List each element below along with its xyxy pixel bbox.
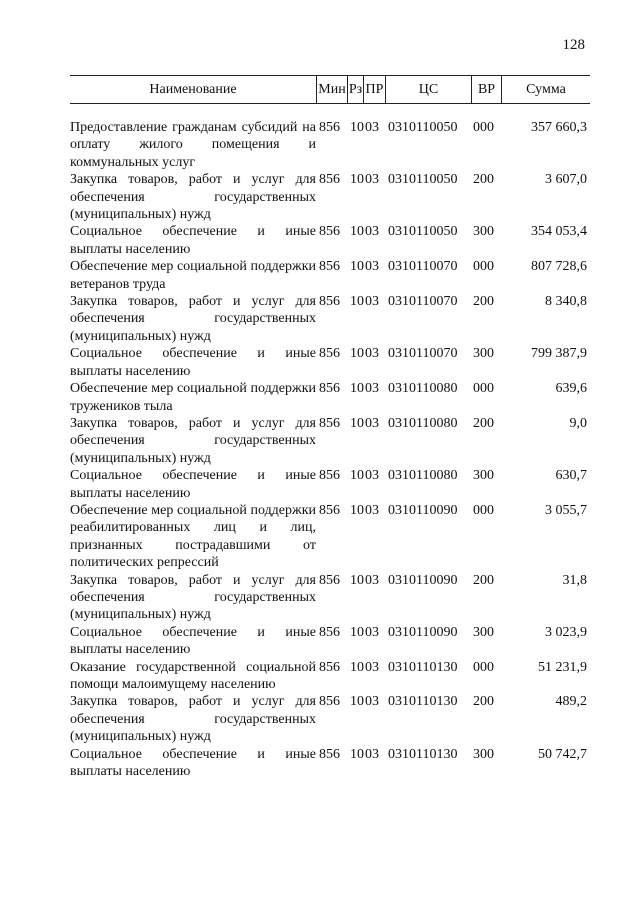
row-name: Предоставление гражданам субсидий на оплату жилого помещения и коммунальных услуг bbox=[70, 120, 316, 170]
row-pr: 03 bbox=[365, 224, 379, 240]
row-min: 856 bbox=[319, 746, 340, 762]
row-sum: 9,0 bbox=[569, 415, 587, 431]
row-pr: 03 bbox=[365, 746, 379, 762]
row-cs: 0310110130 bbox=[388, 694, 458, 710]
table-row bbox=[70, 223, 590, 258]
row-pr: 03 bbox=[365, 294, 379, 310]
row-name: Социальное обеспечение и иные выплаты населению bbox=[70, 346, 316, 379]
table-row bbox=[70, 746, 590, 781]
table-row bbox=[70, 502, 590, 572]
table-row bbox=[70, 659, 590, 694]
row-vr: 200 bbox=[473, 172, 494, 188]
row-sum: 357 660,3 bbox=[531, 120, 587, 135]
row-min: 856 bbox=[319, 415, 340, 431]
row-rz: 10 bbox=[350, 468, 364, 484]
row-min: 856 bbox=[319, 259, 340, 275]
row-cs: 0310110090 bbox=[388, 624, 458, 640]
row-rz: 10 bbox=[350, 294, 364, 310]
table-row bbox=[70, 293, 590, 345]
row-vr: 200 bbox=[473, 294, 494, 310]
row-cs: 0310110130 bbox=[388, 659, 458, 675]
row-pr: 03 bbox=[365, 659, 379, 675]
header-min: Мин bbox=[316, 76, 347, 103]
table-row bbox=[70, 258, 590, 293]
table-row bbox=[70, 345, 590, 380]
row-name: Обеспечение мер социальной поддержки тружеников тыла bbox=[70, 381, 316, 414]
page-number: 128 bbox=[562, 37, 585, 53]
row-min: 856 bbox=[319, 572, 340, 588]
header-vr: ВР bbox=[471, 76, 501, 103]
row-sum: 8 340,8 bbox=[545, 294, 587, 310]
row-min: 856 bbox=[319, 381, 340, 397]
row-cs: 0310110070 bbox=[388, 346, 458, 362]
row-name: Закупка товаров, работ и услуг для обеспечения государственных (муниципальных) нужд bbox=[70, 294, 316, 344]
row-vr: 300 bbox=[473, 468, 494, 484]
row-sum: 489,2 bbox=[555, 694, 587, 710]
row-pr: 03 bbox=[365, 346, 379, 362]
row-pr: 03 bbox=[365, 172, 379, 188]
row-sum: 630,7 bbox=[555, 468, 587, 484]
row-vr: 000 bbox=[473, 259, 494, 275]
row-min: 856 bbox=[319, 346, 340, 362]
table-body bbox=[70, 119, 590, 780]
row-min: 856 bbox=[319, 172, 340, 188]
row-vr: 300 bbox=[473, 224, 494, 240]
row-rz: 10 bbox=[350, 624, 364, 640]
row-sum: 31,8 bbox=[562, 572, 587, 588]
table-row bbox=[70, 467, 590, 502]
header-pr: ПР bbox=[363, 76, 385, 103]
row-cs: 0310110050 bbox=[388, 224, 458, 240]
row-name: Социальное обеспечение и иные выплаты населению bbox=[70, 746, 316, 780]
row-sum: 3 607,0 bbox=[545, 172, 587, 188]
table-row bbox=[70, 171, 590, 223]
row-name: Закупка товаров, работ и услуг для обеспечения государственных (муниципальных) нужд bbox=[70, 172, 316, 223]
row-name: Обеспечение мер социальной поддержки ветеранов труда bbox=[70, 259, 316, 292]
table-row bbox=[70, 693, 590, 745]
row-name: Социальное обеспечение и иные выплаты населению bbox=[70, 624, 316, 658]
row-pr: 03 bbox=[365, 624, 379, 640]
row-cs: 0310110050 bbox=[388, 172, 458, 188]
row-cs: 0310110080 bbox=[388, 468, 458, 484]
row-rz: 10 bbox=[350, 381, 364, 397]
row-name: Закупка товаров, работ и услуг для обеспечения государственных (муниципальных) нужд bbox=[70, 415, 316, 466]
table-row bbox=[70, 572, 590, 624]
row-name: Социальное обеспечение и иные выплаты населению bbox=[70, 224, 316, 257]
row-vr: 000 bbox=[473, 659, 494, 675]
row-rz: 10 bbox=[350, 694, 364, 710]
table-header bbox=[70, 75, 590, 104]
row-name: Закупка товаров, работ и услуг для обеспечения государственных (муниципальных) нужд bbox=[70, 572, 316, 623]
row-vr: 000 bbox=[473, 120, 494, 135]
row-rz: 10 bbox=[350, 746, 364, 762]
row-pr: 03 bbox=[365, 572, 379, 588]
row-min: 856 bbox=[319, 659, 340, 675]
row-min: 856 bbox=[319, 224, 340, 240]
row-cs: 0310110070 bbox=[388, 259, 458, 275]
table-row bbox=[70, 119, 590, 171]
header-name: Наименование bbox=[149, 82, 237, 97]
row-pr: 03 bbox=[365, 415, 379, 431]
row-rz: 10 bbox=[350, 224, 364, 240]
row-rz: 10 bbox=[350, 172, 364, 188]
table-row bbox=[70, 380, 590, 415]
row-pr: 03 bbox=[365, 120, 379, 135]
table-row bbox=[70, 624, 590, 659]
row-pr: 03 bbox=[365, 502, 379, 518]
row-min: 856 bbox=[319, 294, 340, 310]
header-rz: Рз bbox=[347, 76, 363, 103]
row-cs: 0310110090 bbox=[388, 572, 458, 588]
row-pr: 03 bbox=[365, 694, 379, 710]
row-vr: 300 bbox=[473, 746, 494, 762]
row-sum: 639,6 bbox=[555, 381, 587, 397]
row-min: 856 bbox=[319, 694, 340, 710]
row-vr: 000 bbox=[473, 502, 494, 518]
row-name: Оказание государственной социальной помощи малоимущему населению bbox=[70, 659, 316, 692]
row-pr: 03 bbox=[365, 381, 379, 397]
row-sum: 50 742,7 bbox=[538, 746, 587, 762]
row-rz: 10 bbox=[350, 502, 364, 518]
header-cs: ЦС bbox=[385, 76, 471, 103]
row-pr: 03 bbox=[365, 468, 379, 484]
row-vr: 300 bbox=[473, 624, 494, 640]
row-sum: 354 053,4 bbox=[531, 224, 587, 240]
row-vr: 200 bbox=[473, 415, 494, 431]
row-cs: 0310110050 bbox=[388, 120, 458, 135]
row-min: 856 bbox=[319, 468, 340, 484]
row-rz: 10 bbox=[350, 120, 364, 135]
row-rz: 10 bbox=[350, 659, 364, 675]
row-rz: 10 bbox=[350, 259, 364, 275]
row-sum: 3 023,9 bbox=[545, 624, 587, 640]
row-min: 856 bbox=[319, 502, 340, 518]
row-cs: 0310110090 bbox=[388, 502, 458, 518]
row-vr: 000 bbox=[473, 381, 494, 397]
row-rz: 10 bbox=[350, 415, 364, 431]
budget-table bbox=[70, 75, 590, 780]
row-pr: 03 bbox=[365, 259, 379, 275]
row-rz: 10 bbox=[350, 346, 364, 362]
row-sum: 799 387,9 bbox=[531, 346, 587, 362]
row-min: 856 bbox=[319, 120, 340, 135]
row-vr: 200 bbox=[473, 694, 494, 710]
row-sum: 3 055,7 bbox=[545, 502, 587, 518]
row-cs: 0310110070 bbox=[388, 294, 458, 310]
row-name: Социальное обеспечение и иные выплаты населению bbox=[70, 468, 316, 501]
row-cs: 0310110080 bbox=[388, 381, 458, 397]
table-row bbox=[70, 415, 590, 467]
row-rz: 10 bbox=[350, 572, 364, 588]
row-cs: 0310110080 bbox=[388, 415, 458, 431]
row-name: Обеспечение мер социальной поддержки реабилитированных лиц и лиц, признанных пострадавшими от политических репрессий bbox=[70, 502, 316, 571]
row-sum: 51 231,9 bbox=[538, 659, 587, 675]
row-sum: 807 728,6 bbox=[531, 259, 587, 275]
header-sum: Сумма bbox=[501, 76, 590, 103]
row-min: 856 bbox=[319, 624, 340, 640]
row-name: Закупка товаров, работ и услуг для обеспечения государственных (муниципальных) нужд bbox=[70, 694, 316, 745]
row-cs: 0310110130 bbox=[388, 746, 458, 762]
row-vr: 200 bbox=[473, 572, 494, 588]
row-vr: 300 bbox=[473, 346, 494, 362]
